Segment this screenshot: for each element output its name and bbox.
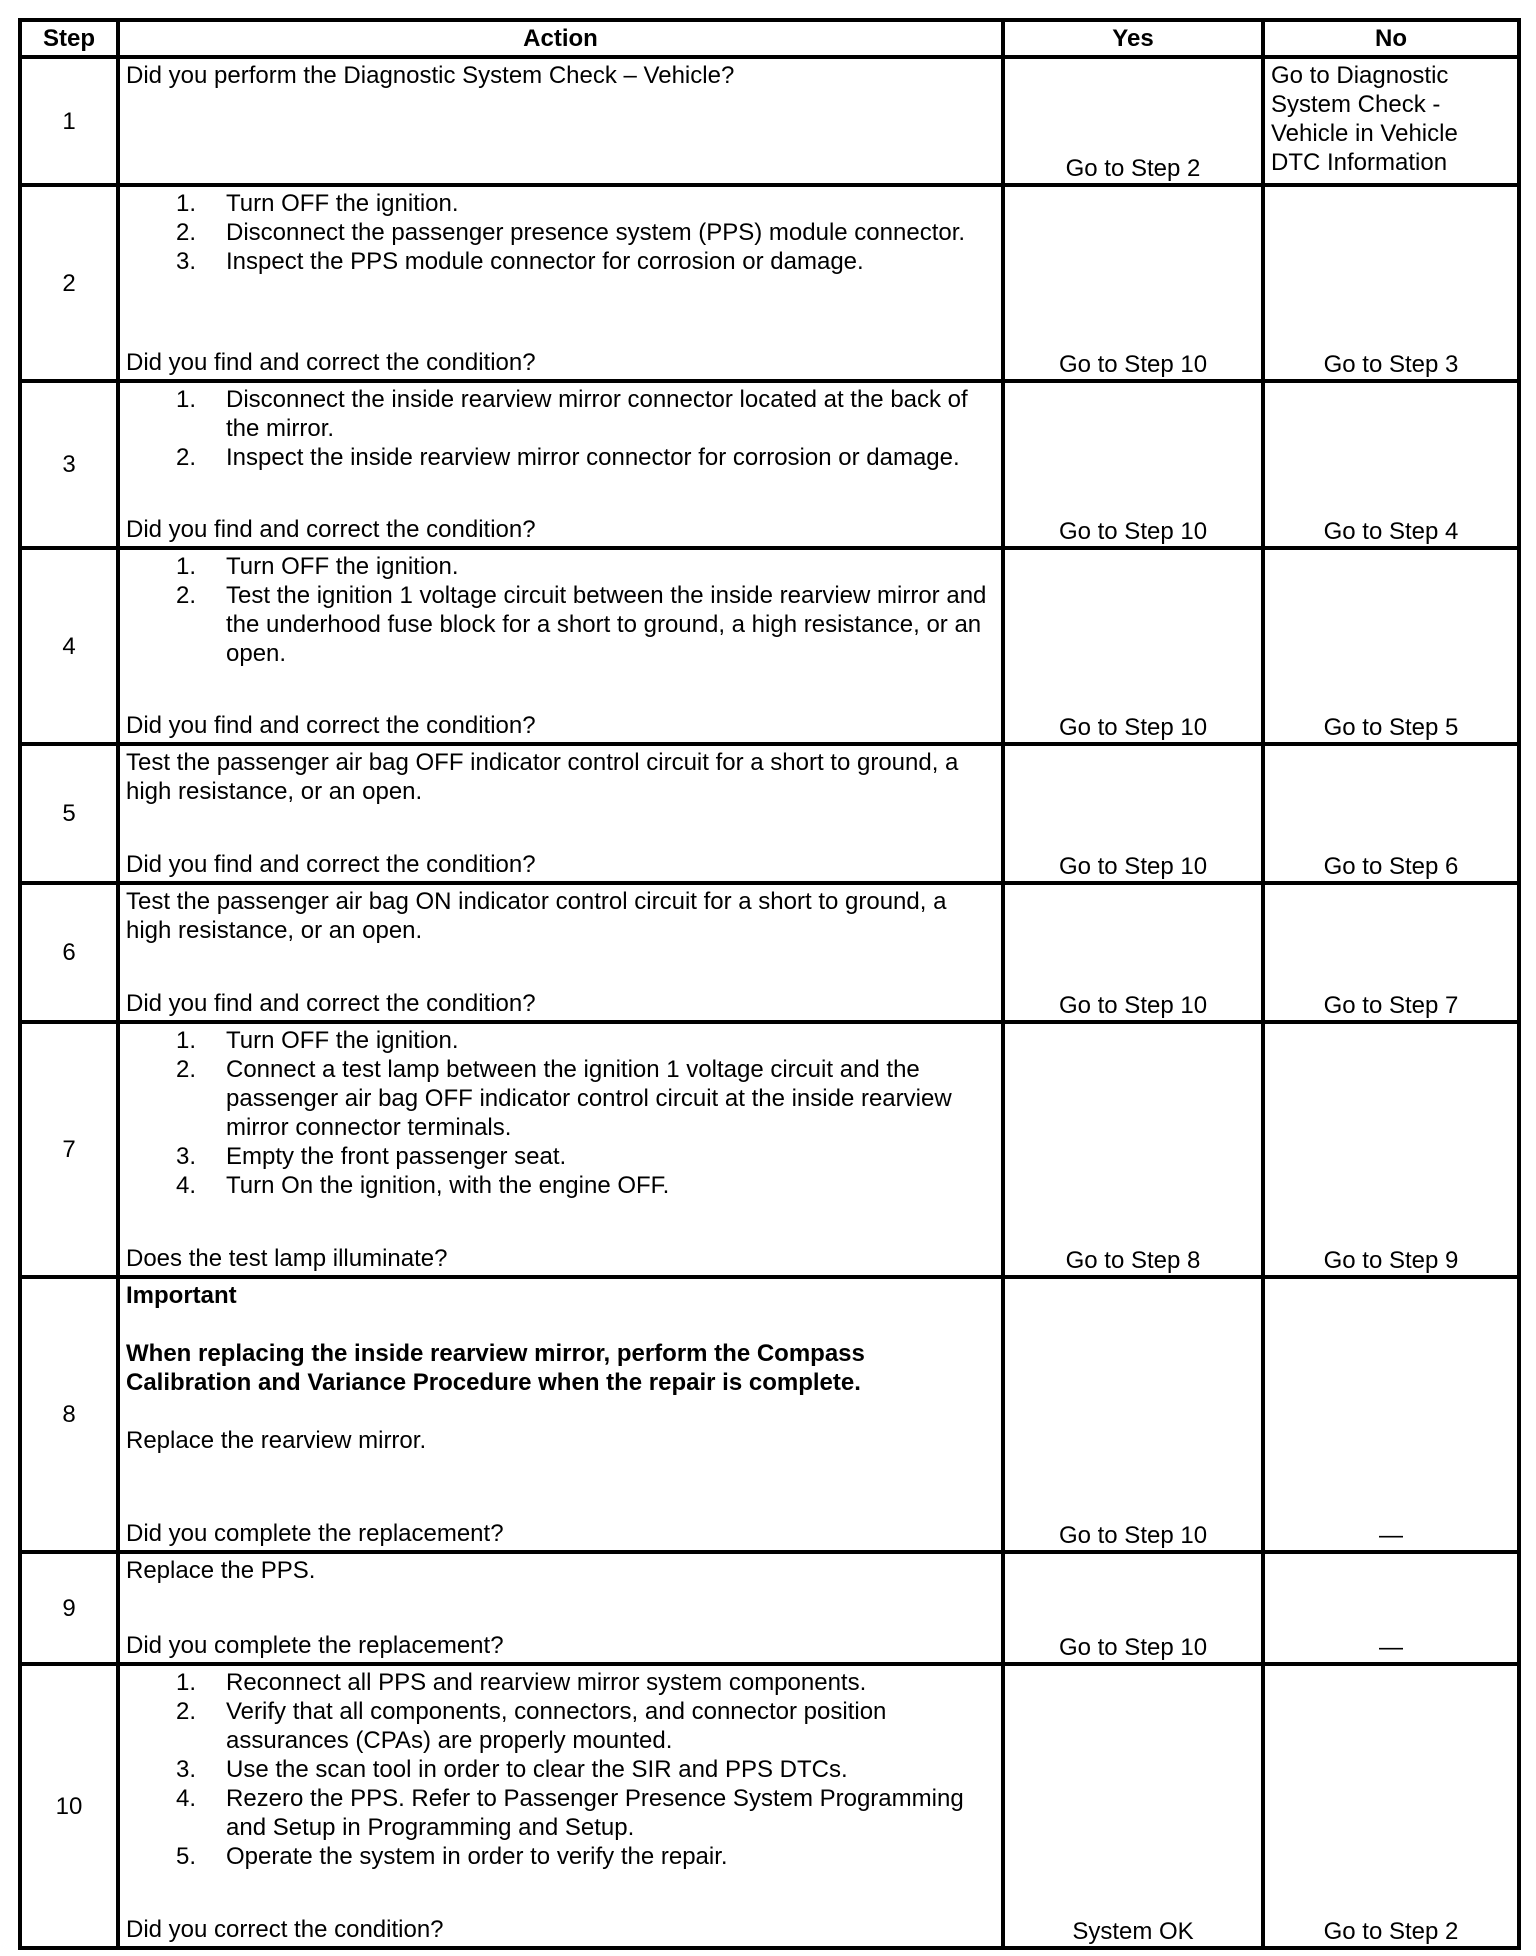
table-row [20,1022,1519,1277]
action-question: Did you complete the replacement? [126,1520,504,1547]
list-item-number: 4. [176,1785,197,1812]
list-item-number: 3. [176,1143,197,1170]
yes-result: Go to Step 8 [1003,1022,1263,1277]
list-item-text: Empty the front passenger seat. [226,1143,567,1170]
action-cell [118,1664,1003,1948]
list-item-text: Operate the system in order to verify the repair. [226,1843,728,1870]
yes-result: Go to Step 10 [1003,381,1263,548]
action-cell [118,57,1003,185]
step-number: 4 [20,548,118,744]
action-list [126,189,995,276]
action-question: Did you find and correct the condition? [126,712,536,739]
step-number: 9 [20,1552,118,1664]
list-item-number: 1. [176,553,197,580]
list-item [126,1171,995,1200]
list-item-number: 2. [176,444,197,471]
no-result: Go to Step 2 [1263,1664,1519,1948]
list-item-text: Turn OFF the ignition. [226,190,459,217]
yes-result: Go to Step 10 [1003,185,1263,381]
table-row [20,548,1519,744]
action-text: Test the passenger air bag OFF indicator control circuit for a short to ground, a high resistance, or an open. [126,749,959,805]
action-question: Did you correct the condition? [126,1916,444,1943]
action-cell [118,185,1003,381]
step-number: 6 [20,883,118,1022]
action-cell [118,1552,1003,1664]
list-item [126,247,995,276]
table-row [20,744,1519,883]
action-text: Test the passenger air bag ON indicator control circuit for a short to ground, a high resistance, or an open. [126,888,947,944]
table-row [20,185,1519,381]
list-item-number: 3. [176,248,197,275]
list-item-number: 2. [176,1698,197,1725]
action-question: Did you complete the replacement? [126,1632,504,1659]
table-row [20,883,1519,1022]
list-item-text: Turn OFF the ignition. [226,553,459,580]
list-item [126,1755,995,1784]
action-text: Replace the PPS. [126,1557,316,1584]
list-item [126,1697,995,1755]
yes-result: Go to Step 10 [1003,1277,1263,1552]
list-item-number: 2. [176,1056,197,1083]
table-row [20,57,1519,185]
step-number: 10 [20,1664,118,1948]
list-item [126,189,995,218]
table-row [20,1664,1519,1948]
list-item [126,443,995,472]
important-text: When replacing the inside rearview mirror, perform the Compass Calibration and Variance Procedure when the repair is complete. [126,1340,865,1396]
step-number: 5 [20,744,118,883]
step-number: 8 [20,1277,118,1552]
table-row [20,1277,1519,1552]
list-item-number: 2. [176,582,197,609]
list-item-number: 1. [176,1027,197,1054]
yes-result: Go to Step 10 [1003,744,1263,883]
action-cell [118,381,1003,548]
list-item [126,1842,995,1871]
list-item [126,1142,995,1171]
action-text: Replace the rearview mirror. [126,1427,427,1454]
list-item-text: Disconnect the inside rearview mirror connector located at the back of the mirror. [226,386,968,442]
action-list [126,1668,995,1871]
header-step: Step [20,20,118,57]
action-question: Did you find and correct the condition? [126,851,536,878]
no-result: Go to Step 7 [1263,883,1519,1022]
table-row [20,1552,1519,1664]
list-item-text: Verify that all components, connectors, and connector position assurances (CPAs) are properly mounted. [226,1698,887,1754]
list-item-text: Inspect the PPS module connector for corrosion or damage. [226,248,864,275]
list-item [126,1026,995,1055]
no-result: Go to Step 6 [1263,744,1519,883]
yes-result: Go to Step 10 [1003,1552,1263,1664]
step-number: 7 [20,1022,118,1277]
action-list [126,552,995,668]
list-item [126,581,995,668]
header-no: No [1263,20,1519,57]
header-action: Action [118,20,1003,57]
table-row [20,381,1519,548]
yes-result: Go to Step 10 [1003,548,1263,744]
list-item-text: Disconnect the passenger presence system (PPS) module connector. [226,219,966,246]
no-result: — [1263,1552,1519,1664]
list-item-text: Test the ignition 1 voltage circuit between the inside rearview mirror and the underhood fuse block for a short to ground, a high resistance, or an open. [226,582,987,667]
action-list [126,1026,995,1200]
diagnostic-table [18,18,1521,1950]
action-list [126,385,995,472]
list-item-text: Inspect the inside rearview mirror connector for corrosion or damage. [226,444,960,471]
header-row [20,20,1519,57]
list-item [126,385,995,443]
list-item-text: Rezero the PPS. Refer to Passenger Presence System Programming and Setup in Programming and Setup. [226,1785,964,1841]
action-cell [118,548,1003,744]
yes-result: Go to Step 10 [1003,883,1263,1022]
list-item [126,1055,995,1142]
list-item-text: Connect a test lamp between the ignition 1 voltage circuit and the passenger air bag OFF indicator control circuit at the inside rearview mirror connector terminals. [226,1056,952,1141]
action-cell [118,1022,1003,1277]
list-item-number: 4. [176,1172,197,1199]
list-item-number: 1. [176,190,197,217]
step-number: 3 [20,381,118,548]
list-item [126,1668,995,1697]
list-item [126,552,995,581]
list-item-number: 3. [176,1756,197,1783]
list-item-number: 1. [176,1669,197,1696]
list-item [126,1784,995,1842]
list-item-text: Turn On the ignition, with the engine OFF. [226,1172,670,1199]
list-item-text: Use the scan tool in order to clear the SIR and PPS DTCs. [226,1756,848,1783]
no-result: Go to Step 4 [1263,381,1519,548]
no-result: Go to Step 9 [1263,1022,1519,1277]
header-yes: Yes [1003,20,1263,57]
action-cell [118,1277,1003,1552]
list-item-text: Reconnect all PPS and rearview mirror system components. [226,1669,867,1696]
action-cell [118,883,1003,1022]
action-question: Did you find and correct the condition? [126,990,536,1017]
action-cell [118,744,1003,883]
yes-result: System OK [1003,1664,1263,1948]
action-text: Did you perform the Diagnostic System Check – Vehicle? [126,62,735,89]
step-number: 2 [20,185,118,381]
no-result: Go to Diagnostic System Check - Vehicle in Vehicle DTC Information [1263,57,1519,185]
action-question: Did you find and correct the condition? [126,516,536,543]
list-item-number: 1. [176,386,197,413]
no-result: Go to Step 5 [1263,548,1519,744]
step-number: 1 [20,57,118,185]
important-label: Important [126,1282,237,1309]
action-question: Does the test lamp illuminate? [126,1245,448,1272]
list-item-number: 5. [176,1843,197,1870]
list-item [126,218,995,247]
yes-result: Go to Step 2 [1003,57,1263,185]
action-question: Did you find and correct the condition? [126,349,536,376]
list-item-number: 2. [176,219,197,246]
list-item-text: Turn OFF the ignition. [226,1027,459,1054]
no-result: Go to Step 3 [1263,185,1519,381]
no-result: — [1263,1277,1519,1552]
